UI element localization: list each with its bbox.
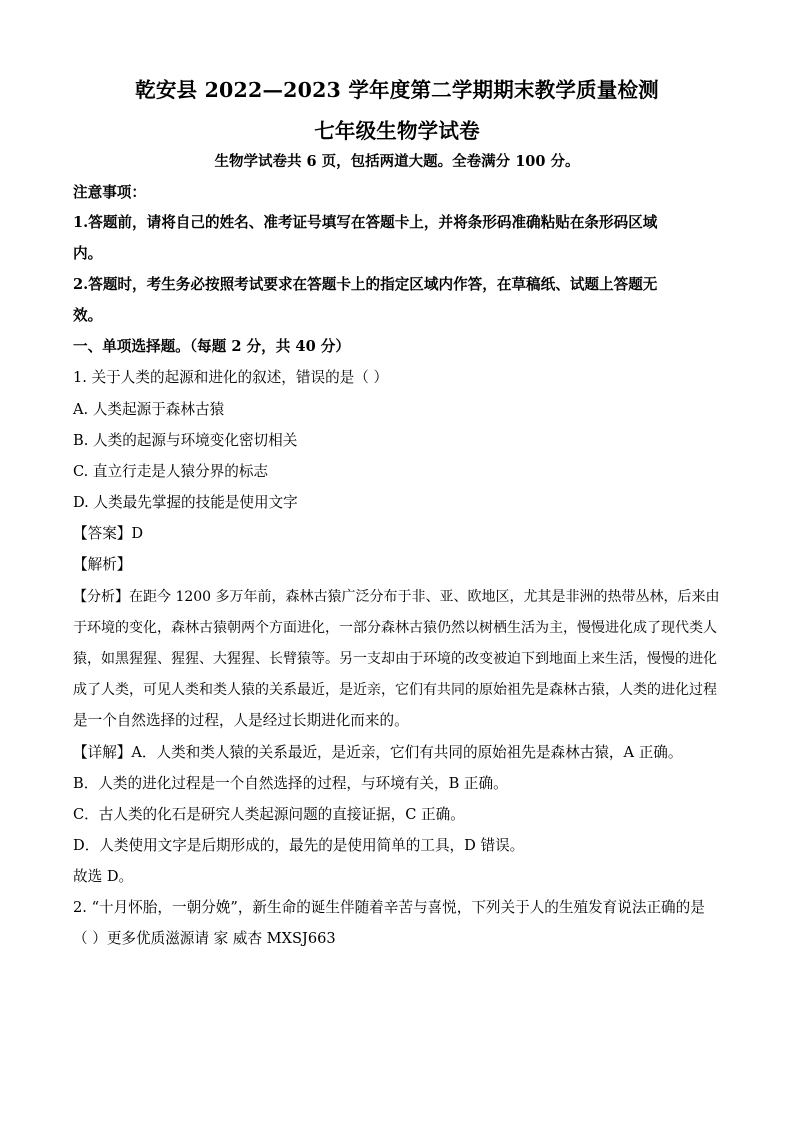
exam-title: 乾安县 2022—2023 学年度第二学期期末教学质量检测	[135, 78, 659, 102]
question-1-option-c: C. 直立行走是人猿分界的标志	[73, 463, 269, 480]
detail-b: B．人类的进化过程是一个自然选择的过程，与环境有关，B 正确。	[73, 775, 508, 792]
question-2-stem-line-2: （ ）更多优质滋源请 家 威杏 MXSJ663	[73, 930, 336, 947]
detail-c: C．古人类的化石是研究人类起源问题的直接证据，C 正确。	[73, 806, 465, 823]
question-1-analysis-label: 【解析】	[73, 556, 132, 573]
analysis-line-5: 是一个自然选择的过程，人是经过长期进化而来的。	[73, 712, 409, 729]
exam-subtitle: 生物学试卷共 6 页，包括两道大题。全卷满分 100 分。	[214, 153, 580, 170]
detail-d: D．人类使用文字是后期形成的，最先的是使用简单的工具，D 错误。	[73, 837, 525, 854]
analysis-line-3: 猿，如黑猩猩、猩猩、大猩猩、长臂猿等。另一支却由于环境的改变被迫下到地面上来生活，慢慢的进化	[73, 651, 717, 667]
question-1-conclusion: 故选 D。	[73, 868, 134, 885]
notice-item-2-line-1: 2.答题时，考生务必按照考试要求在答题卡上的指定区域内作答，在草稿纸、试题上答题无	[73, 276, 658, 293]
question-1-option-b: B. 人类的起源与环境变化密切相关	[73, 432, 298, 449]
notice-item-2-line-2: 效。	[73, 307, 103, 324]
notice-heading: 注意事项：	[73, 184, 146, 201]
question-1-option-d: D. 人类最先掌握的技能是使用文字	[73, 494, 298, 511]
question-2-stem-line-1: 2. “十月怀胎，一朝分娩”，新生命的诞生伴随着辛苦与喜悦，下列关于人的生殖发育说法正确的是	[73, 899, 705, 916]
detail-a: 【详解】A．人类和类人猿的关系最近，是近亲，它们有共同的原始祖先是森林古猿，A 正确。	[73, 744, 683, 761]
analysis-line-2: 于环境的变化，森林古猿朝两个方面进化，一部分森林古猿仍然以树栖生活为主，慢慢进化成了现代类人	[73, 620, 717, 636]
analysis-line-1: 【分析】在距今 1200 多万年前，森林古猿广泛分布于非、亚、欧地区，尤其是非洲的热带丛林，后来由	[73, 589, 720, 605]
notice-item-1-line-2: 内。	[73, 245, 103, 262]
exam-subject-title: 七年级生物学试卷	[314, 119, 480, 143]
section-heading: 一、单项选择题。（每题 2 分，共 40 分）	[73, 338, 350, 355]
question-1-stem: 1. 关于人类的起源和进化的叙述，错误的是（ ）	[73, 369, 389, 386]
question-1-answer: 【答案】D	[73, 525, 144, 542]
analysis-line-4: 成了人类，可见人类和类人猿的关系最近，是近亲，它们有共同的原始祖先是森林古猿，人类的进化过程	[73, 682, 717, 698]
notice-item-1-line-1: 1.答题前，请将自己的姓名、准考证号填写在答题卡上，并将条形码准确粘贴在条形码区域	[73, 214, 658, 231]
question-1-option-a: A. 人类起源于森林古猿	[73, 401, 225, 418]
